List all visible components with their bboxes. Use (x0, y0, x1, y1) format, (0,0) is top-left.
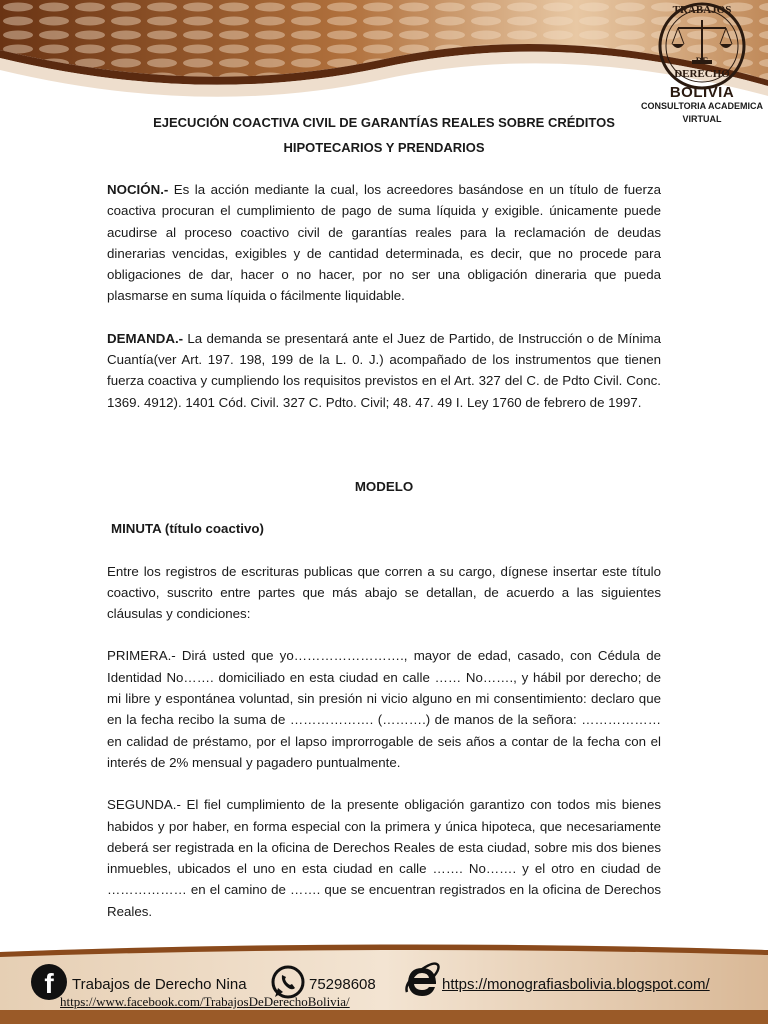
logo-text-consultoria: CONSULTORIA ACADEMICA (641, 101, 763, 111)
logo-text-trabajos: TRABAJOS (672, 4, 732, 16)
footer-facebook-link[interactable]: https://www.facebook.com/TrabajosDeDerechoBolivia/ (60, 994, 350, 1009)
modelo-heading: MODELO (354, 478, 414, 494)
nocion-label: NOCIÓN.- (107, 182, 169, 197)
segunda-clause: SEGUNDA.- El fiel cumplimiento de la presente obligación garantizo con todos mis bienes habidos y por haber, en forma especial con la primera y única hipoteca, que necesariamente deberá ser registrada en la oficina de Derechos Reales de esta ciudad, sobre mis dos bienes inmuebles, ubicados el uno en esta ciudad en calle ……. No……. y el otro en ciudad de ……………… en el camino de ……. que se encuentran registrados en la oficina de Derechos Reales. (107, 797, 661, 919)
intro-paragraph: Entre los registros de escrituras publicas que corren a su cargo, dígnese insertar este título coactivo, suscrito entre partes que más abajo se detallan, de acuerdo a las siguientes cláusulas y condiciones: (107, 563, 661, 622)
internet-explorer-icon[interactable] (404, 962, 440, 998)
document-title-line2: HIPOTECARIOS Y PRENDARIOS (283, 140, 485, 155)
demanda-text: La demanda se presentará ante el Juez de Partido, de Instrucción o de Mínima Cuantía(ver Art. 197. 198, 199 de la L. 0. J.) acompañado de los instrumentos que tienen fuerza coactiva y cumpliendo los requisitos previstos en el Art. 327 del C. de Pdto Civil. Conc. 1369. 4912). 1401 Cód. Civil. 327 C. Pdto. Civil; 48. 47. 49 I. Ley 1760 de febrero de 1997. (107, 330, 661, 410)
clauses-section (107, 645, 661, 924)
nocion-text: Es la acción mediante la cual, los acreedores basándose en un título de fuerza coactiva procuran el cumplimiento de pago de suma líquida y exigible. únicamente puede acudirse al proceso coactivo civil de garantías reales para la reclamación de deudas dinerarias vencidas, exigibles y de cantidad determinada, es decir, que no procede para obligaciones de dar, hacer o no hacer, por no ser una obligación dineraria que pueda plasmarse en suma líquida o fácilmente liquidable. (107, 182, 661, 304)
footer-blog-link[interactable]: https://monografiasbolivia.blogspot.com/ (442, 976, 710, 993)
demanda-label: DEMANDA.- (107, 330, 184, 346)
logo-text-bolivia: BOLIVIA (669, 84, 735, 101)
primera-clause: PRIMERA.- Dirá usted que yo……………………., mayor de edad, casado, con Cédula de Identidad No……. domiciliado en esta ciudad en calle …… No……., y hábil por derecho; de mi libre y espontánea voluntad, sin presión ni vicio alguno en mi consentimiento: declaro que en la fecha recibo la suma de ………………. (……….) de manos de la señora: ……………… en calidad de préstamo, por el lapso improrrogable de seis años a contar de la fecha con el interés de 2% mensual y pagadero puntualmente. (107, 648, 661, 770)
nocion-paragraph (107, 179, 661, 307)
facebook-icon[interactable]: f (31, 964, 67, 1000)
footer-name: Trabajos de Derecho Nina (72, 976, 247, 993)
logo-text-virtual: VIRTUAL (682, 114, 722, 124)
footer-phone[interactable]: 75298608 (309, 976, 376, 993)
document-body (107, 108, 661, 924)
minuta-heading: MINUTA (título coactivo) (111, 521, 264, 537)
logo-text-derecho: DERECHO (674, 68, 730, 80)
logo-text-de: DE (695, 56, 709, 66)
demanda-paragraph (107, 328, 661, 413)
document-title-line1: EJECUCIÓN COACTIVA CIVIL DE GARANTÍAS REALES SOBRE CRÉDITOS (153, 115, 615, 130)
